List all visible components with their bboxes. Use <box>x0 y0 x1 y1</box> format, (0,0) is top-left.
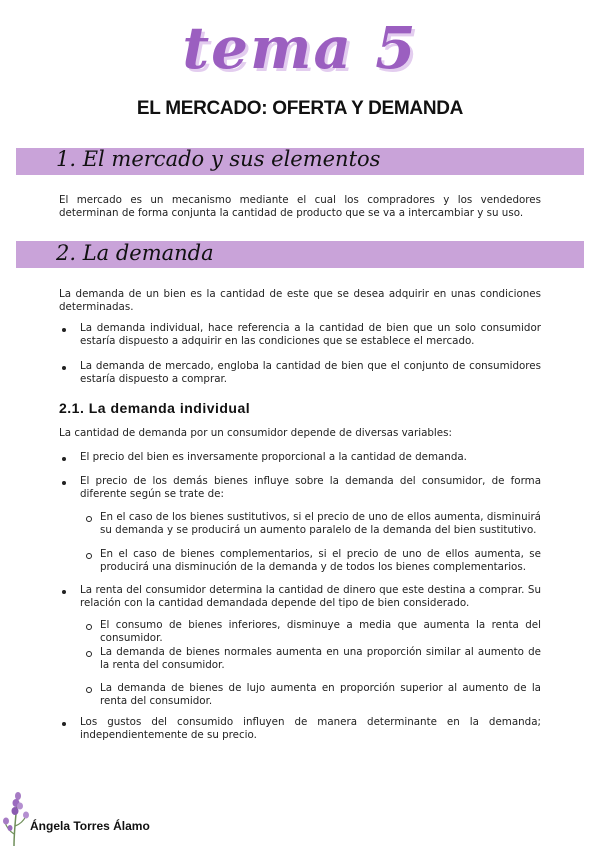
bullet-icon <box>62 722 66 726</box>
bullet-icon <box>62 366 66 370</box>
list-item: La renta del consumidor determina la cantidad de dinero que este destina a comprar. Su relación con la cantidad demandada depende del tipo de bien considerado. <box>80 584 541 609</box>
sub-list-item: La demanda de bienes normales aumenta en una proporción similar al aumento de la renta del consumidor. <box>100 646 541 671</box>
bullet-icon <box>62 328 66 332</box>
section-heading-1: 1. El mercado y sus elementos <box>56 147 381 171</box>
sub-bullet-icon <box>86 651 92 657</box>
author-name: Ángela Torres Álamo <box>30 819 150 833</box>
list-item: La demanda de mercado, engloba la cantidad de bien que el conjunto de consumidores estaría dispuesto a comprar. <box>80 360 541 385</box>
sub-bullet-icon <box>86 624 92 630</box>
list-item: El precio del bien es inversamente proporcional a la cantidad de demanda. <box>80 451 467 463</box>
section-heading-2: 2. La demanda <box>56 241 214 265</box>
page-subtitle: EL MERCADO: OFERTA Y DEMANDA <box>136 98 464 119</box>
sub-list-item: En el caso de los bienes sustitutivos, si el precio de uno de ellos aumenta, disminuirá su demanda y se producirá un aumento paralelo de la demanda del bien sustitutivo. <box>100 511 541 536</box>
lavender-sprig-icon <box>2 790 30 846</box>
subsection-intro: La cantidad de demanda por un consumidor depende de diversas variables: <box>59 427 452 439</box>
sub-list-item: En el caso de bienes complementarios, si el precio de uno de ellos aumenta, se producirá una disminución de la demanda y de todos los bienes complementarios. <box>100 548 541 573</box>
bullet-icon <box>62 457 66 461</box>
sub-bullet-icon <box>86 553 92 559</box>
section-2-intro: La demanda de un bien es la cantidad de este que se desea adquirir en unas condiciones determinadas. <box>59 288 541 313</box>
bullet-icon <box>62 590 66 594</box>
sub-list-item: El consumo de bienes inferiores, disminuye a media que aumenta la renta del consumidor. <box>100 619 541 644</box>
sub-bullet-icon <box>86 516 92 522</box>
list-item: Los gustos del consumido influyen de manera determinante en la demanda; independientemente de su precio. <box>80 716 541 741</box>
subsection-heading: 2.1. La demanda individual <box>59 400 251 416</box>
bullet-icon <box>62 481 66 485</box>
sub-list-item: La demanda de bienes de lujo aumenta en proporción superior al aumento de la renta del consumidor. <box>100 682 541 707</box>
section-1-text: El mercado es un mecanismo mediante el cual los compradores y los vendedores determinan de forma conjunta la cantidad de producto que se va a intercambiar y su uso. <box>59 194 541 219</box>
sub-bullet-icon <box>86 687 92 693</box>
page-title: tema 5 <box>182 14 418 82</box>
list-item: La demanda individual, hace referencia a la cantidad de bien que un solo consumidor estaría dispuesto a adquirir en las condiciones que se establece el mercado. <box>80 322 541 347</box>
list-item: El precio de los demás bienes influye sobre la demanda del consumidor, de forma diferente según se trate de: <box>80 475 541 500</box>
